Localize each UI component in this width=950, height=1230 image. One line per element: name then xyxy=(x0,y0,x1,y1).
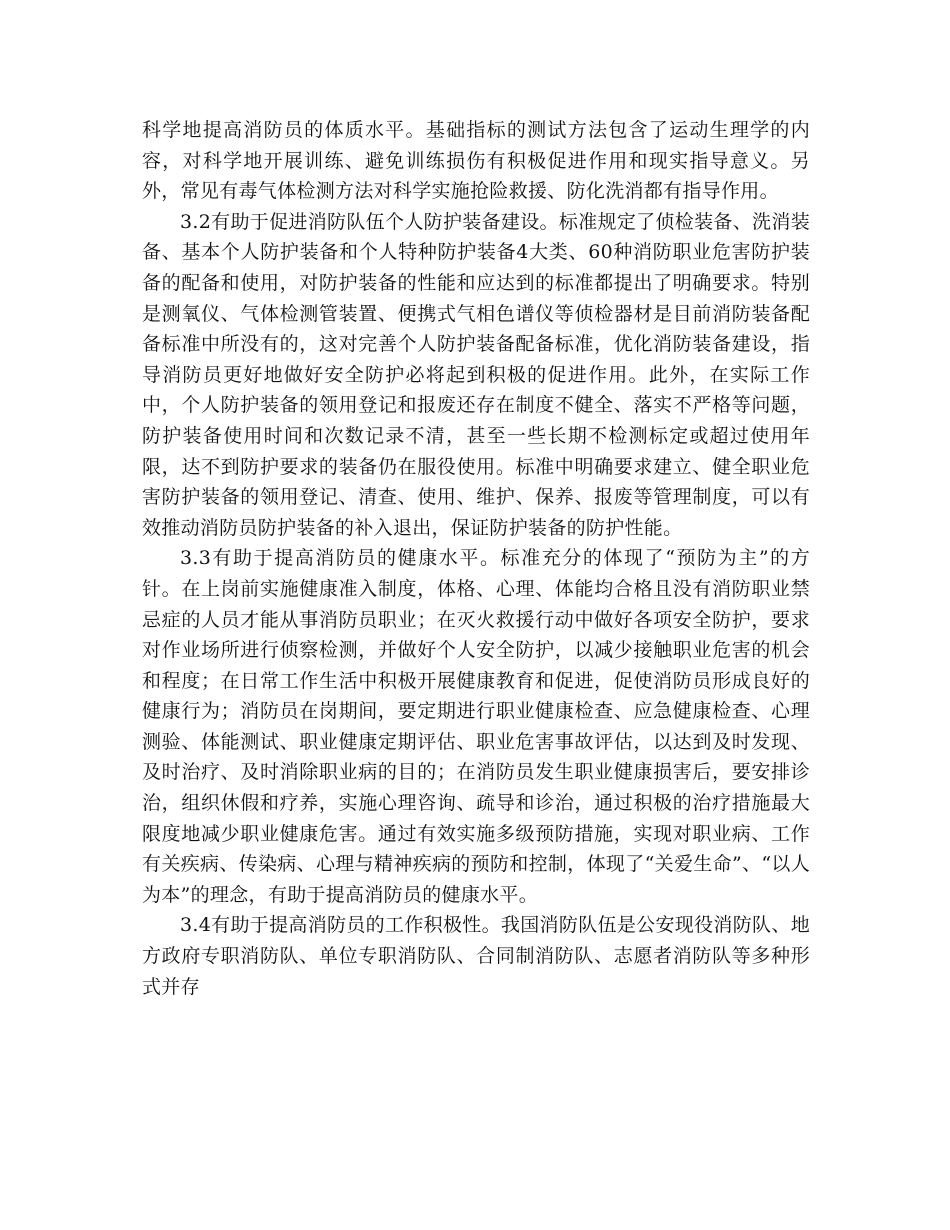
paragraph-3-3-health-level: 3.3有助于提高消防员的健康水平。标准充分的体现了“预防为主”的方针。在上岗前实施健康准入制度，体格、心理、体能均合格且没有消防职业禁忌症的人员才能从事消防员职业；在灭火救援行动中做好各项安全防护，要求对作业场所进行侦察检测，并做好个人安全防护，以减少接触职业危害的机会和程度；在日常工作生活中积极开展健康教育和促进，促使消防员形成良好的健康行为；消防员在岗期间，要定期进行职业健康检查、应急健康检查、心理测验、体能测试、职业健康定期评估、职业危害事故评估，以达到及时发现、及时治疗、及时消除职业病的目的；在消防员发生职业健康损害后，要安排诊治，组织休假和疗养，实施心理咨询、疏导和诊治，通过积极的治疗措施最大限度地减少职业健康危害。通过有效实施多级预防措施，实现对职业病、工作有关疾病、传染病、心理与精神疾病的预防和控制，体现了“关爱生命”、“以人为本”的理念，有助于提高消防员的健康水平。 xyxy=(142,547,810,906)
paragraph-3-4-work-enthusiasm: 3.4有助于提高消防员的工作积极性。我国消防队伍是公安现役消防队、地方政府专职消防队、单位专职消防队、合同制消防队、志愿者消防队等多种形式并存 xyxy=(142,914,810,998)
paragraph-physical-fitness: 科学地提高消防员的体质水平。基础指标的测试方法包含了运动生理学的内容，对科学地开展训练、避免训练损伤有积极促进作用和现实指导意义。另外，常见有毒气体检测方法对科学实施抢险救援、防化洗消都有指导作用。 xyxy=(142,119,810,203)
paragraph-3-2-protective-equipment: 3.2有助于促进消防队伍个人防护装备建设。标准规定了侦检装备、洗消装备、基本个人防护装备和个人特种防护装备4大类、60种消防职业危害防护装备的配备和使用，对防护装备的性能和应达到的标准都提出了明确要求。特别是测氧仪、气体检测管装置、便携式气相色谱仪等侦检器材是目前消防装备配备标准中所没有的，这对完善个人防护装备配备标准，优化消防装备建设，指导消防员更好地做好安全防护必将起到积极的促进作用。此外，在实际工作中，个人防护装备的领用登记和报废还存在制度不健全、落实不严格等问题，防护装备使用时间和次数记录不清，甚至一些长期不检测标定或超过使用年限，达不到防护要求的装备仍在服役使用。标准中明确要求建立、健全职业危害防护装备的领用登记、清查、使用、维护、保养、报废等管理制度，可以有效推动消防员防护装备的补入退出，保证防护装备的防护性能。 xyxy=(142,210,810,539)
document-page xyxy=(142,115,810,1002)
